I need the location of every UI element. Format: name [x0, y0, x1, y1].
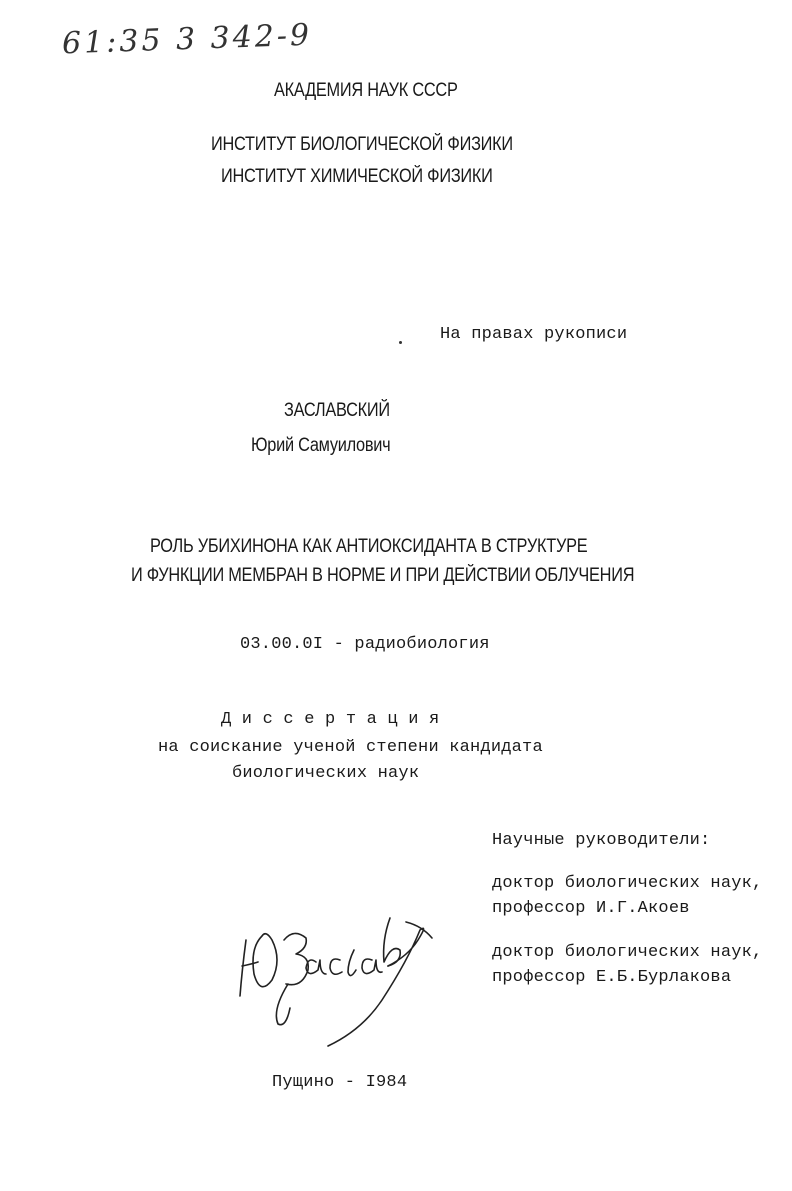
institute-chemphysics: ИНСТИТУТ ХИМИЧЕСКОЙ ФИЗИКИ — [221, 166, 493, 187]
degree-line-1: на соискание ученой степени кандидата — [158, 738, 543, 757]
dissertation-heading: Д и с с е р т а ц и я — [221, 710, 440, 729]
stray-dot — [399, 341, 402, 344]
supervisors-heading: Научные руководители: — [492, 831, 711, 850]
institute-biophysics: ИНСТИТУТ БИОЛОГИЧЕСКОЙ ФИЗИКИ — [211, 134, 513, 155]
academy-name: АКАДЕМИЯ НАУК СССР — [274, 80, 458, 101]
author-surname: ЗАСЛАВСКИЙ — [284, 400, 390, 421]
manuscript-note: На правах рукописи — [440, 325, 628, 344]
thesis-title-line-1: РОЛЬ УБИХИНОНА КАК АНТИОКСИДАНТА В СТРУКТУРЕ — [150, 536, 588, 557]
supervisor-1-name: профессор И.Г.Акоев — [492, 899, 690, 918]
specialty-code: 03.00.0I - радиобиология — [240, 635, 490, 654]
archive-mark: 61:35 3 342-9 — [61, 17, 313, 62]
author-given-names: Юрий Самуилович — [251, 435, 391, 456]
supervisor-2-degree: доктор биологических наук, — [492, 943, 763, 962]
supervisor-2-name: профессор Е.Б.Бурлакова — [492, 968, 732, 987]
degree-line-2: биологических наук — [232, 764, 420, 783]
place-year: Пущино - I984 — [272, 1073, 408, 1092]
thesis-title-line-2: И ФУНКЦИИ МЕМБРАН В НОРМЕ И ПРИ ДЕЙСТВИИ ОБЛУЧЕНИЯ — [131, 565, 635, 586]
supervisor-1-degree: доктор биологических наук, — [492, 874, 763, 893]
author-signature — [232, 900, 442, 1050]
